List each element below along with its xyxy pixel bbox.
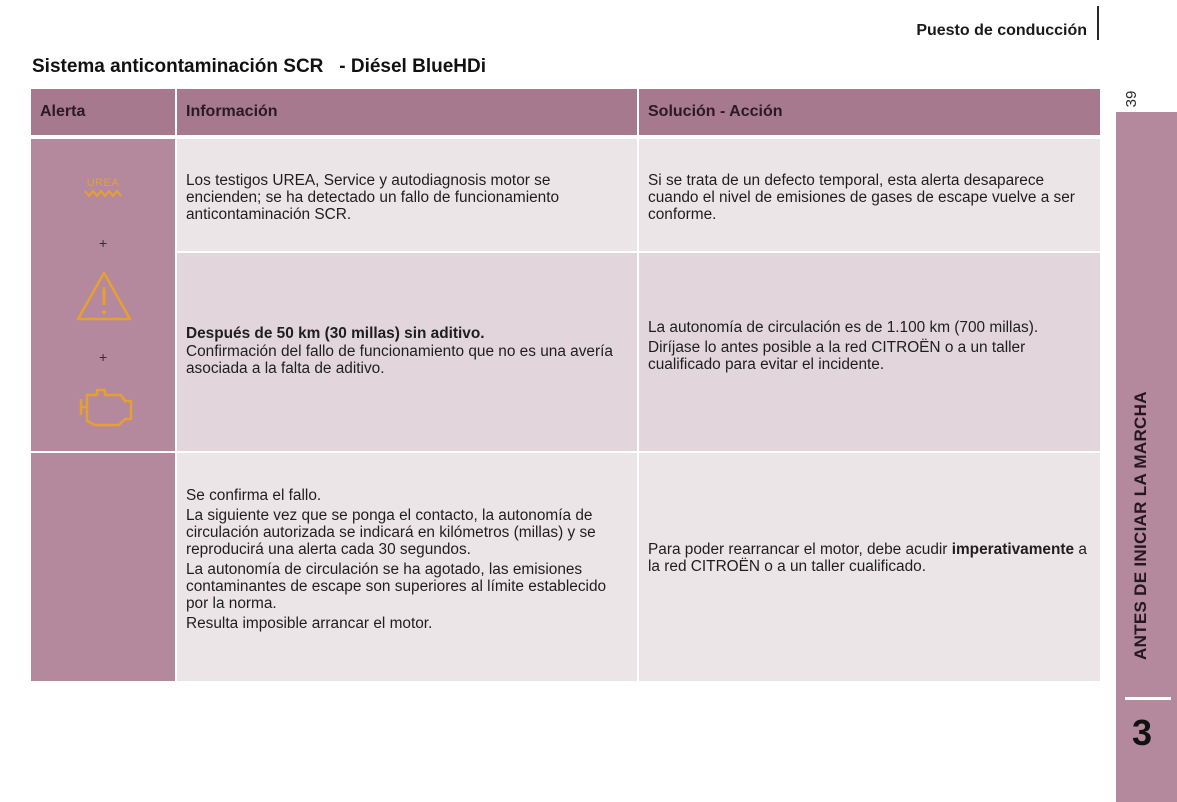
section-header: Puesto de conducción: [916, 22, 1087, 39]
plus-sign: +: [99, 349, 108, 365]
row-3-info-text-2: La siguiente vez que se ponga el contacto, la autonomía de circulación autorizada se indicará en kilómetros (millas) y se reproducirá una alerta cada 30 segundos.: [186, 507, 596, 558]
warning-triangle-icon: [74, 269, 134, 323]
row-2-info: [177, 253, 637, 451]
row-3-solution-text: [648, 541, 1092, 575]
row-3-solution-pre: Para poder rearrancar el motor, debe acudir: [648, 541, 948, 558]
page-number: 39: [1123, 90, 1140, 108]
urea-label: UREA: [86, 177, 120, 189]
row-3-alert: [31, 453, 175, 681]
column-header-solucion: Solución - Acción: [639, 89, 1100, 135]
row-3-solution-post: a la red CITROËN o a un taller cualificado.: [648, 541, 1087, 575]
row-2-info-bold: Después de 50 km (30 millas) sin aditivo.: [186, 325, 485, 342]
row-3-solution-bold: imperativamente: [951, 541, 1075, 558]
column-header-informacion: Información: [177, 89, 637, 135]
row-3-info-text-4: Resulta imposible arrancar el motor.: [186, 615, 433, 632]
column-header-alerta: Alerta: [31, 89, 175, 135]
side-tab-divider: [1125, 697, 1171, 700]
row-1-solution-text: Si se trata de un defecto temporal, esta alerta desaparece cuando el nivel de emisiones de gases de escape vuelve a ser conforme.: [648, 172, 1075, 223]
row-3-info: [177, 453, 637, 681]
row-1-info: [177, 139, 637, 251]
chapter-title: ANTES DE INICIAR LA MARCHA: [1131, 391, 1150, 660]
row-1-solution: [639, 139, 1100, 251]
row-3-info-text-3: La autonomía de circulación se ha agotado, las emisiones contaminantes de escape son superiores al límite establecido por la norma.: [186, 561, 607, 612]
row-3-solution: [639, 453, 1100, 681]
alert-table: [31, 89, 1100, 681]
chapter-number: 3: [1131, 712, 1153, 753]
header-divider: [1097, 6, 1099, 40]
engine-diagnosis-icon: [75, 385, 139, 429]
plus-sign: +: [99, 235, 108, 251]
urea-warning-icon: [81, 177, 125, 207]
page-title: Sistema anticontaminación SCR - Diésel BlueHDi: [32, 56, 486, 77]
row-2-solution-text-1: La autonomía de circulación es de 1.100 km (700 millas).: [648, 319, 1039, 336]
row-3-info-text-1: Se confirma el fallo.: [186, 487, 322, 504]
row-2-info-text: Confirmación del fallo de funcionamiento que no es una avería asociada a la falta de aditivo.: [186, 343, 613, 377]
alert-icons-cell: [31, 139, 175, 451]
row-2-solution: [639, 253, 1100, 451]
row-2-solution-text-2: Diríjase lo antes posible a la red CITROËN o a un taller cualificado para evitar el incidente.: [648, 339, 1026, 373]
row-1-info-text: Los testigos UREA, Service y autodiagnosis motor se encienden; se ha detectado un fallo de funcionamiento anticontaminación SCR.: [186, 172, 560, 223]
